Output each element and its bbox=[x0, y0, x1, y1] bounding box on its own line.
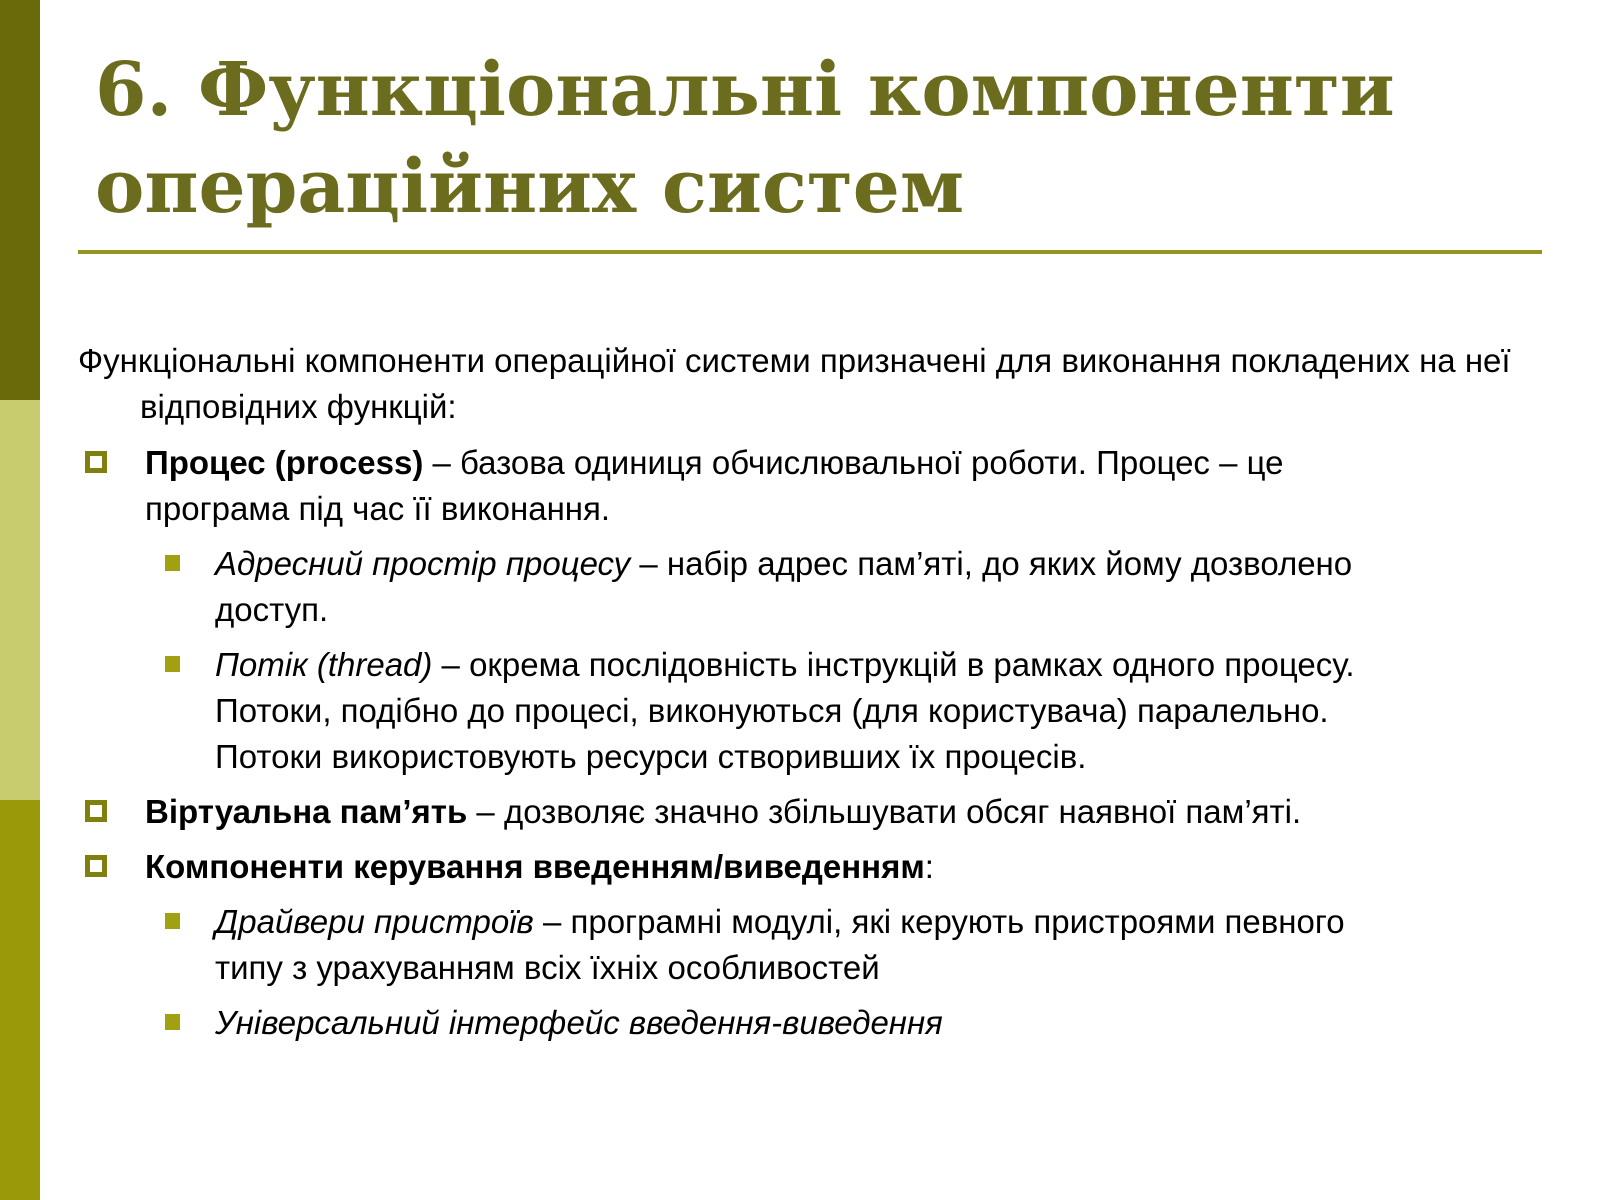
bullet-text: – базова одиниця обчислювальної роботи. Процес – це програма під час її виконання. bbox=[145, 444, 1284, 527]
left-accent-bar bbox=[0, 0, 40, 1200]
sub-bullet-lead: Драйвери пристроїв bbox=[215, 903, 534, 940]
bullet-lead: Компоненти керування введенням/виведенням bbox=[145, 848, 925, 885]
slide-body bbox=[78, 338, 1600, 1046]
bullet-lead: Процес (process) bbox=[145, 444, 424, 481]
slide-content bbox=[40, 0, 1600, 1200]
sub-bullet-text: – програмні модулі, які керують пристроями певного типу з урахуванням всіх їхніх особливостей bbox=[215, 903, 1345, 986]
filled-square-bullet-icon bbox=[165, 656, 180, 672]
bullet-item-process bbox=[78, 440, 1355, 532]
bullet-item-io-components bbox=[78, 844, 1355, 890]
intro-paragraph: Функціональні компоненти операційної системи призначені для виконання покладених на неї відповідних функцій: bbox=[78, 342, 1511, 425]
sub-bullet-item-device-drivers bbox=[78, 899, 1355, 991]
sub-bullet-text: – набір адрес пам’яті, до яких йому дозволено доступ. bbox=[215, 545, 1353, 628]
hollow-square-bullet-icon bbox=[85, 800, 107, 822]
slide-title-line-2: операційних систем bbox=[95, 144, 965, 230]
hollow-square-bullet-icon bbox=[85, 855, 107, 877]
sub-bullet-item-universal-io-interface bbox=[78, 1000, 1355, 1046]
accent-bar-segment-middle bbox=[0, 400, 40, 800]
sub-bullet-lead: Універсальний інтерфейс введення-виведення bbox=[215, 1004, 943, 1041]
sub-bullet-item-thread bbox=[78, 642, 1355, 780]
title-underline bbox=[78, 250, 1542, 254]
slide-title-line-1: 6. Функціональні компоненти bbox=[95, 47, 1395, 133]
accent-bar-segment-top bbox=[0, 0, 40, 400]
sub-bullet-item-address-space bbox=[78, 541, 1355, 633]
filled-square-bullet-icon bbox=[165, 913, 180, 929]
filled-square-bullet-icon bbox=[165, 555, 180, 571]
bullet-text: – дозволяє значно збільшувати обсяг наявної пам’яті. bbox=[467, 793, 1302, 830]
sub-bullet-lead: Адресний простір процесу bbox=[215, 545, 631, 582]
sub-bullet-lead: Потік (thread) bbox=[215, 646, 433, 683]
bullet-lead: Віртуальна пам’ять bbox=[145, 793, 468, 830]
filled-square-bullet-icon bbox=[165, 1014, 180, 1030]
bullet-text: : bbox=[924, 848, 934, 885]
sub-bullet-text: – окрема послідовність інструкцій в рамках одного процесу. Потоки, подібно до процесі, виконуються (для користувача) паралельно. Потоки використовують ресурси створивших їх процесів. bbox=[215, 646, 1355, 775]
slide-title bbox=[95, 42, 1600, 236]
hollow-square-bullet-icon bbox=[85, 451, 107, 473]
accent-bar-segment-bottom bbox=[0, 800, 40, 1200]
bullet-item-virtual-memory bbox=[78, 789, 1355, 835]
